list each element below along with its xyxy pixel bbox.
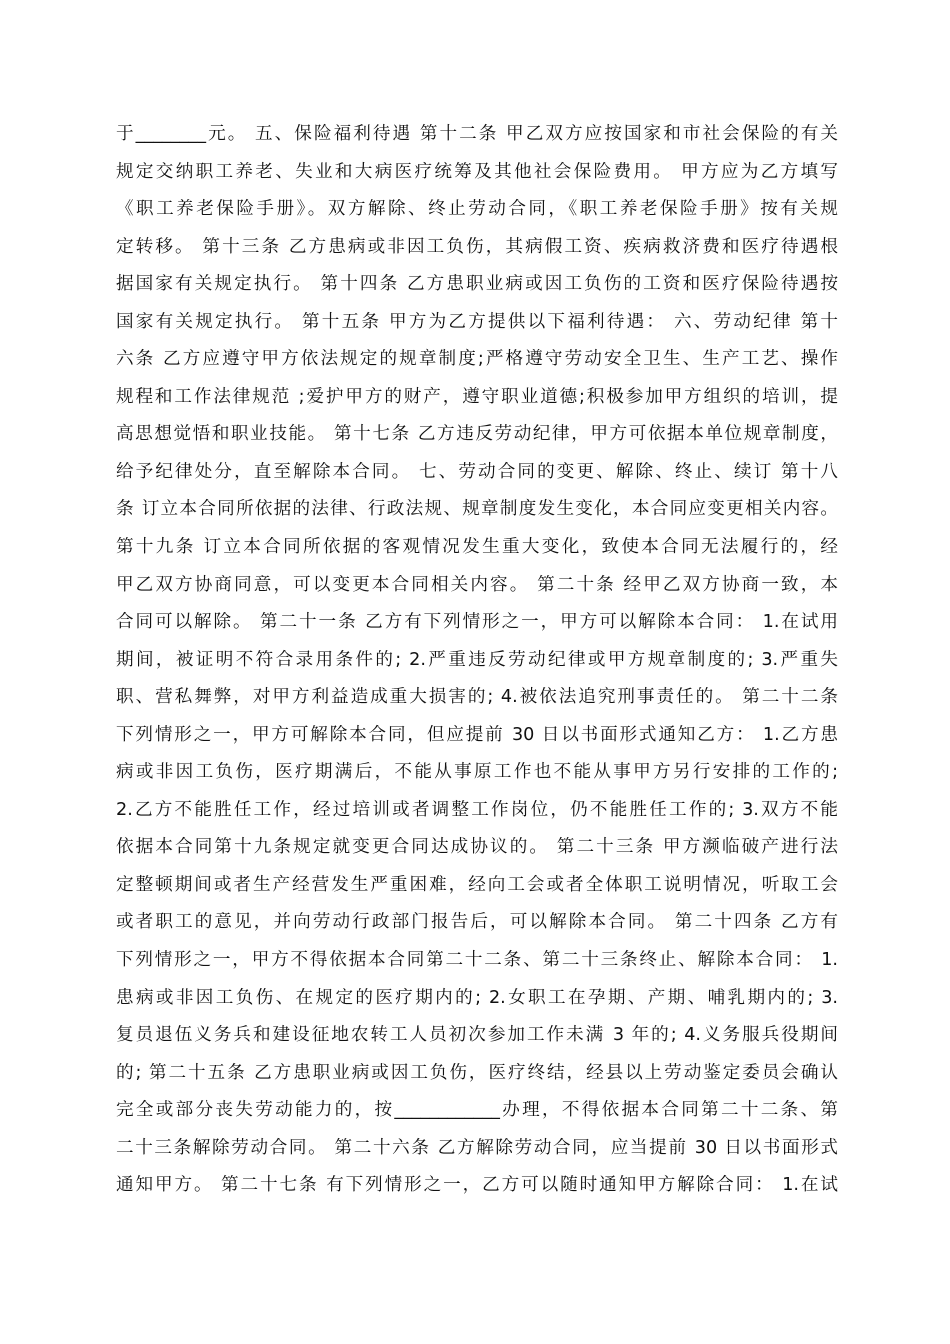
- text-line: 期间，被证明不符合录用条件的; 2.严重违反劳动纪律或甲方规章制度的; 3.严重失: [116, 649, 838, 670]
- text-line: 依据本合同第十九条规定就变更合同达成协议的。 第二十三条 甲方濒临破产进行法: [116, 837, 838, 858]
- text-line: 完全或部分丧失劳动能力的，按____________办理，不得依据本合同第二十二条、第: [116, 1100, 838, 1121]
- text-line: 条 订立本合同所依据的法律、行政法规、规章制度发生变化，本合同应变更相关内容。: [116, 499, 838, 520]
- text-line: 或者职工的意见，并向劳动行政部门报告后，可以解除本合同。 第二十四条 乙方有: [116, 912, 838, 933]
- text-line: 通知甲方。 第二十七条 有下列情形之一，乙方可以随时通知甲方解除合同： 1.在试: [116, 1175, 838, 1196]
- text-line: 定转移。 第十三条 乙方患病或非因工负伤，其病假工资、疾病救济费和医疗待遇根: [116, 236, 838, 257]
- text-line: 患病或非因工负伤、在规定的医疗期内的; 2.女职工在孕期、产期、哺乳期内的; 3.: [116, 987, 838, 1008]
- text-line: 于________元。 五、保险福利待遇 第十二条 甲乙双方应按国家和市社会保险的有关: [116, 124, 838, 144]
- text-line: 给予纪律处分，直至解除本合同。 七、劳动合同的变更、解除、终止、续订 第十八: [116, 461, 838, 482]
- text-line: 的; 第二十五条 乙方患职业病或因工负伤，医疗终结，经县以上劳动鉴定委员会确认: [116, 1062, 838, 1083]
- text-line: 定整顿期间或者生产经营发生严重困难，经向工会或者全体职工说明情况，听取工会: [116, 874, 838, 895]
- text-line: 复员退伍义务兵和建设征地农转工人员初次参加工作未满 3 年的; 4.义务服兵役期间: [116, 1025, 838, 1046]
- text-line: 规程和工作法律规范 ;爱护甲方的财产，遵守职业道德;积极参加甲方组织的培训，提: [116, 386, 838, 407]
- text-line: 第十九条 订立本合同所依据的客观情况发生重大变化，致使本合同无法履行的，经: [116, 537, 838, 558]
- text-line: 合同可以解除。 第二十一条 乙方有下列情形之一，甲方可以解除本合同： 1.在试用: [116, 612, 838, 633]
- text-line: 职、营私舞弊，对甲方利益造成重大损害的; 4.被依法追究刑事责任的。 第二十二条: [116, 687, 838, 708]
- text-line: 高思想觉悟和职业技能。 第十七条 乙方违反劳动纪律，甲方可依据本单位规章制度，: [116, 424, 838, 445]
- text-line: 规定交纳职工养老、失业和大病医疗统筹及其他社会保险费用。 甲方应为乙方填写: [116, 161, 838, 182]
- text-line: 下列情形之一，甲方不得依据本合同第二十二条、第二十三条终止、解除本合同： 1.: [116, 950, 838, 971]
- text-line: 下列情形之一，甲方可解除本合同，但应提前 30 日以书面形式通知乙方： 1.乙方患: [116, 724, 838, 745]
- text-line: 国家有关规定执行。 第十五条 甲方为乙方提供以下福利待遇： 六、劳动纪律 第十: [116, 311, 838, 332]
- contract-text-body: [116, 116, 838, 1205]
- text-line: 甲乙双方协商同意，可以变更本合同相关内容。 第二十条 经甲乙双方协商一致，本: [116, 574, 838, 595]
- text-line: 病或非因工负伤，医疗期满后，不能从事原工作也不能从事甲方另行安排的工作的;: [116, 762, 838, 783]
- text-line: 2.乙方不能胜任工作，经过培训或者调整工作岗位，仍不能胜任工作的; 3.双方不能: [116, 799, 838, 820]
- text-line: 据国家有关规定执行。 第十四条 乙方患职业病或因工负伤的工资和医疗保险待遇按: [116, 274, 838, 295]
- text-line: 六条 乙方应遵守甲方依法规定的规章制度;严格遵守劳动安全卫生、生产工艺、操作: [116, 349, 838, 370]
- text-line: 二十三条解除劳动合同。 第二十六条 乙方解除劳动合同，应当提前 30 日以书面形式: [116, 1137, 838, 1158]
- text-line: 《职工养老保险手册》。双方解除、终止劳动合同，《职工养老保险手册》按有关规: [116, 199, 838, 220]
